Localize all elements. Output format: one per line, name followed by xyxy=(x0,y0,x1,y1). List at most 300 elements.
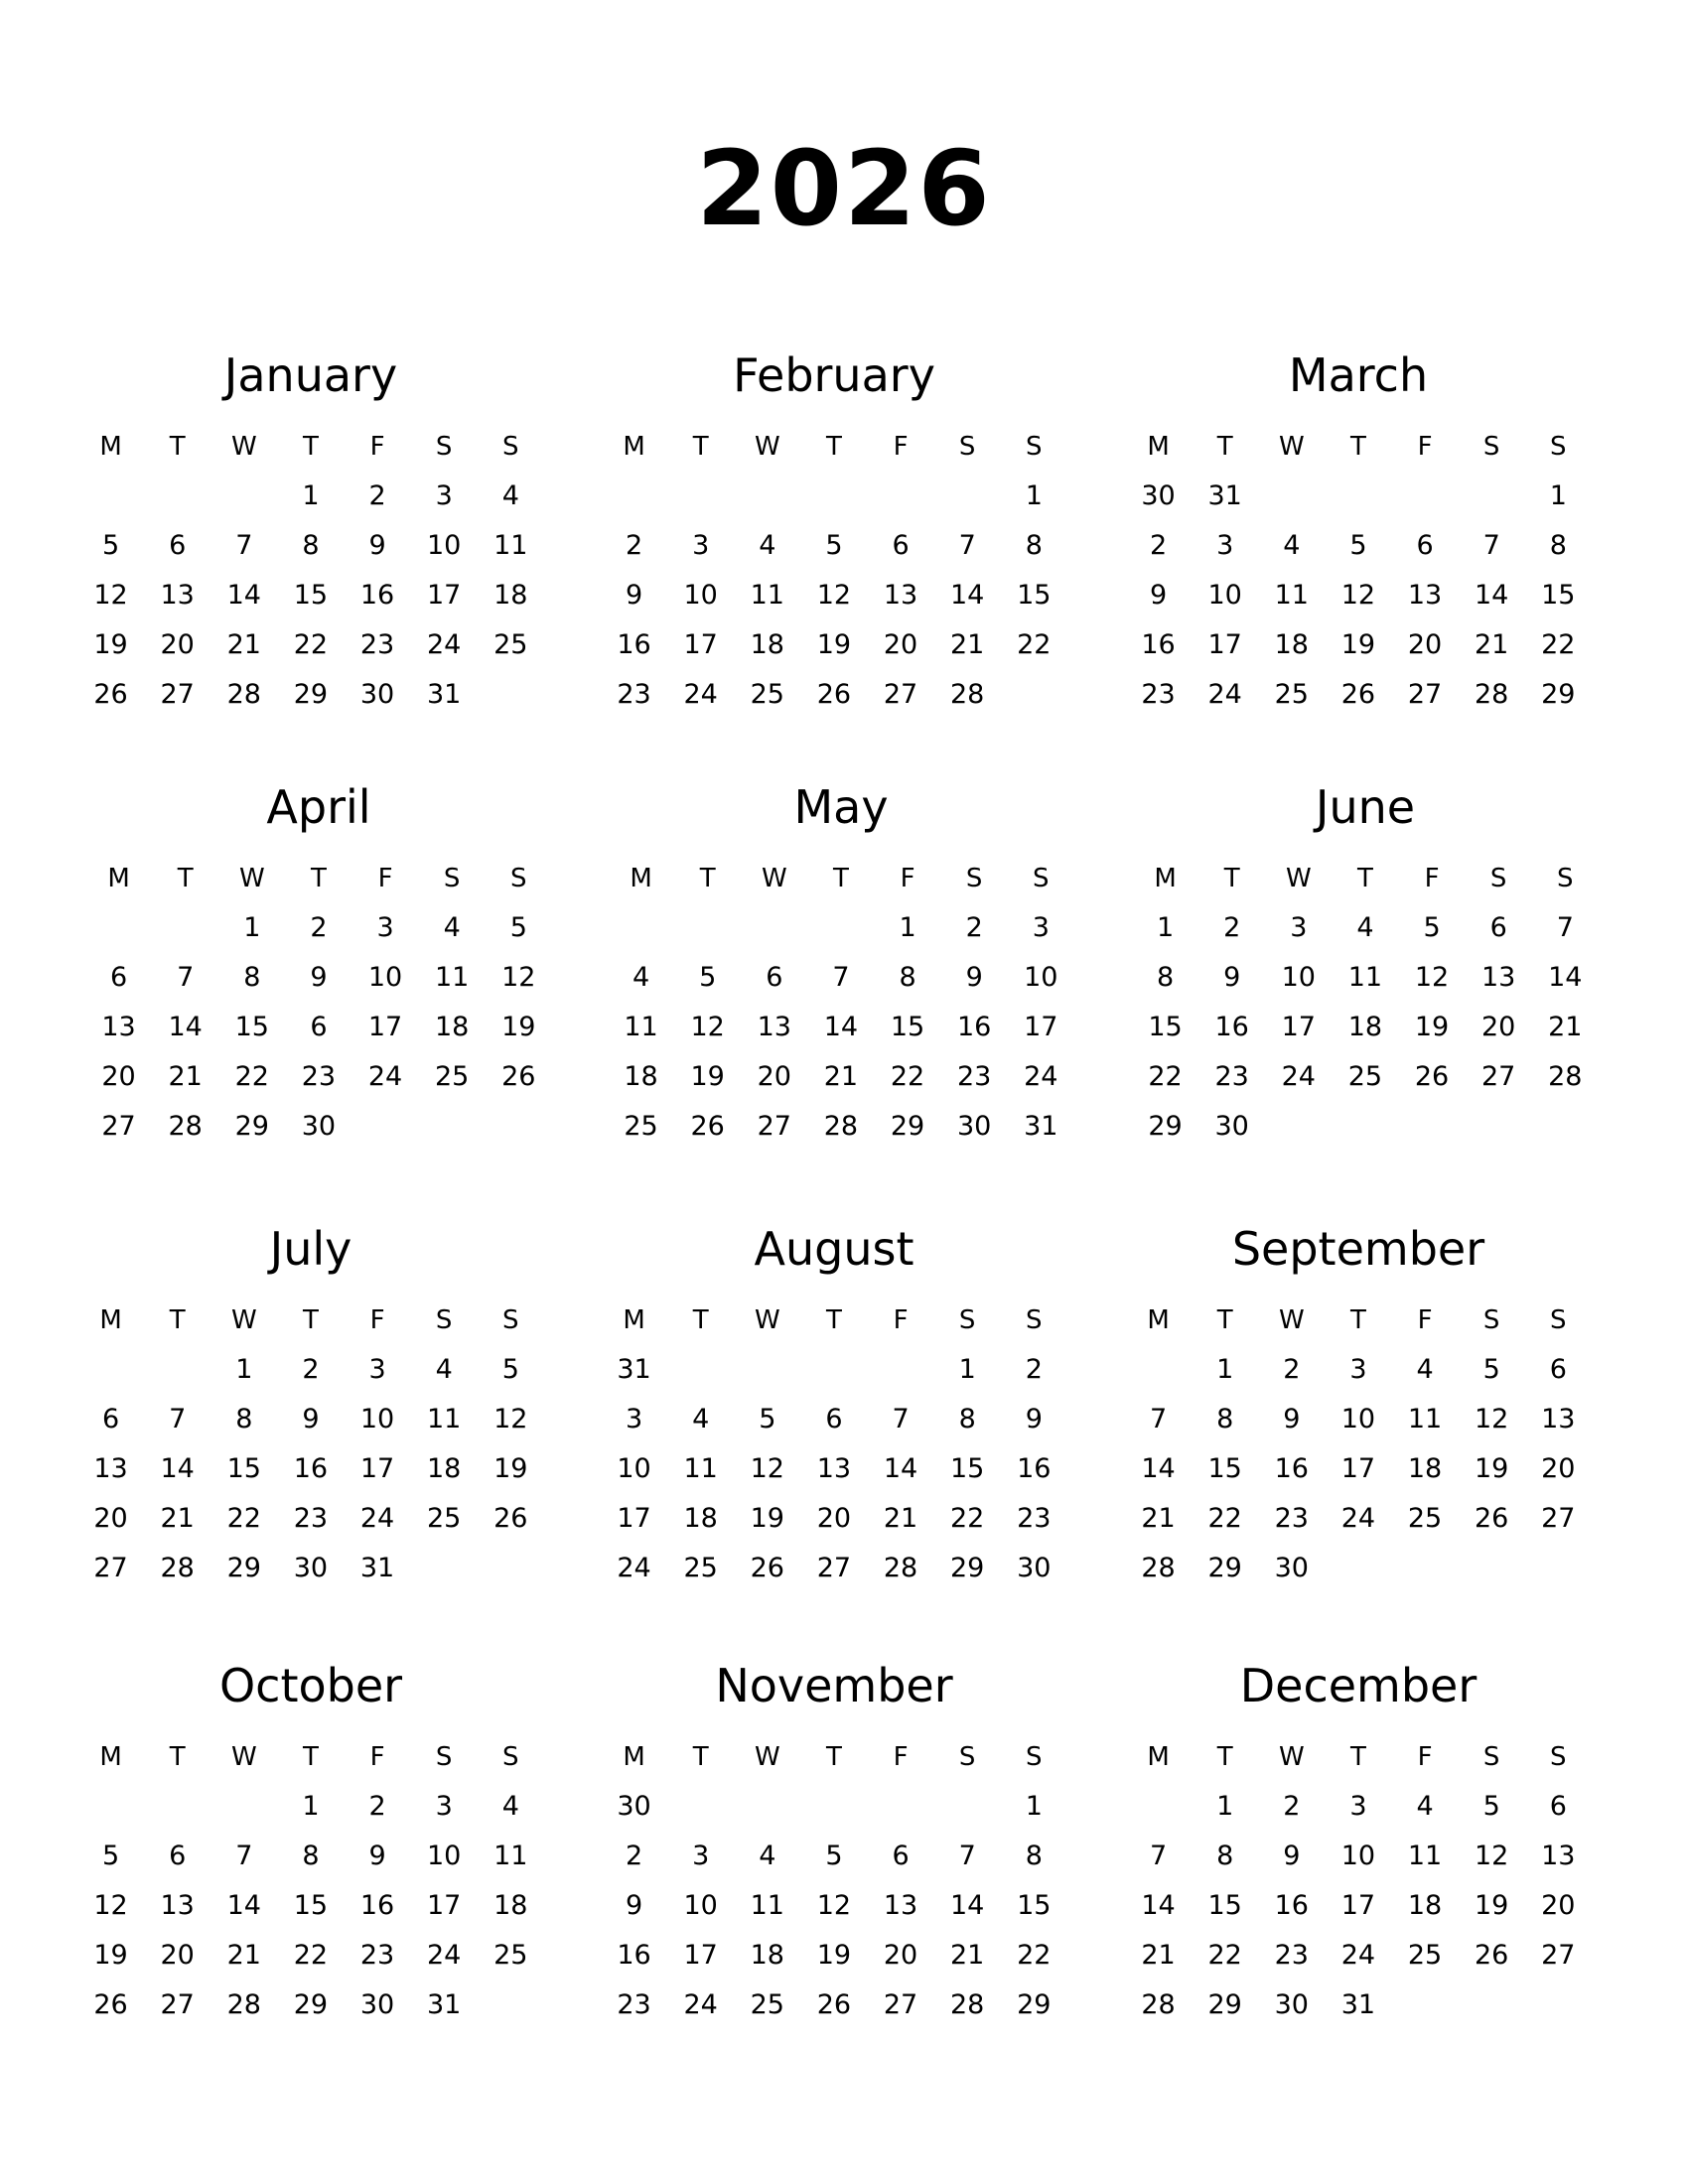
empty-day-cell xyxy=(741,903,807,953)
weekday-header: M xyxy=(99,1742,122,1772)
day-cell: 21 xyxy=(823,1061,859,1092)
day-cell: 2 xyxy=(965,912,983,943)
day-cell: 6 xyxy=(109,962,128,993)
month-name: March xyxy=(1288,348,1429,402)
weekday-header: S xyxy=(435,432,453,462)
empty-day-cell xyxy=(807,903,874,953)
weekday-header: S xyxy=(510,864,527,893)
day-cell: 3 xyxy=(376,912,394,943)
day-cell: 27 xyxy=(816,1553,852,1583)
weekday-header: T xyxy=(1216,432,1233,462)
day-cell: 16 xyxy=(1141,629,1176,660)
empty-day-cell xyxy=(1265,1102,1332,1152)
day-cell: 26 xyxy=(1475,1503,1509,1534)
weekday-header: W xyxy=(230,432,257,462)
empty-day-cell xyxy=(1459,1544,1525,1593)
month-grid xyxy=(601,1296,1067,1593)
weekday-header: T xyxy=(310,864,327,893)
day-cell: 8 xyxy=(235,1404,253,1434)
month-grid xyxy=(601,422,1067,720)
day-cell: 18 xyxy=(1347,1012,1383,1042)
weekday-header: T xyxy=(1356,864,1373,893)
day-cell: 12 xyxy=(1414,962,1450,993)
day-cell: 16 xyxy=(617,629,651,660)
day-cell: 12 xyxy=(816,580,852,611)
weekday-header: M xyxy=(1154,864,1177,893)
weekday-header: M xyxy=(623,1742,645,1772)
day-cell: 15 xyxy=(1207,1453,1242,1484)
day-cell: 9 xyxy=(368,1841,386,1871)
day-cell: 24 xyxy=(1340,1503,1376,1534)
day-cell: 27 xyxy=(757,1111,791,1142)
day-cell: 3 xyxy=(435,1791,453,1822)
day-cell: 2 xyxy=(1283,1354,1301,1385)
empty-day-cell xyxy=(478,1544,544,1593)
weekday-header: W xyxy=(230,1305,257,1335)
day-cell: 14 xyxy=(823,1012,859,1042)
day-cell: 14 xyxy=(883,1453,918,1484)
day-cell: 15 xyxy=(226,1453,261,1484)
day-cell: 12 xyxy=(750,1453,784,1484)
empty-day-cell xyxy=(144,1782,211,1832)
day-cell: 2 xyxy=(1149,530,1168,561)
day-cell: 13 xyxy=(757,1012,791,1042)
day-cell: 8 xyxy=(243,962,261,993)
day-cell: 20 xyxy=(1481,1012,1516,1042)
day-cell: 30 xyxy=(1274,1553,1309,1583)
day-cell: 25 xyxy=(1407,1503,1443,1534)
weekday-header: T xyxy=(825,1742,842,1772)
day-cell: 27 xyxy=(160,1989,195,2020)
day-cell: 30 xyxy=(359,1989,395,2020)
day-cell: 28 xyxy=(1548,1061,1583,1092)
day-cell: 7 xyxy=(1556,912,1574,943)
weekday-header: S xyxy=(1550,432,1567,462)
day-cell: 18 xyxy=(750,1940,784,1971)
day-cell: 10 xyxy=(1207,580,1242,611)
empty-day-cell xyxy=(352,1102,419,1152)
day-cell: 6 xyxy=(1416,530,1434,561)
day-cell: 19 xyxy=(1340,629,1376,660)
month-grid xyxy=(1125,1732,1592,2030)
day-cell: 24 xyxy=(683,679,718,710)
empty-day-cell xyxy=(1325,1544,1391,1593)
day-cell: 3 xyxy=(368,1354,386,1385)
weekday-header: T xyxy=(692,1742,709,1772)
day-cell: 16 xyxy=(1274,1890,1309,1921)
day-cell: 17 xyxy=(427,1890,462,1921)
day-cell: 14 xyxy=(1141,1453,1176,1484)
empty-day-cell xyxy=(734,1782,800,1832)
day-cell: 2 xyxy=(625,530,643,561)
weekday-header: F xyxy=(369,1742,385,1772)
day-cell: 18 xyxy=(493,580,528,611)
day-cell: 9 xyxy=(1149,580,1168,611)
day-cell: 15 xyxy=(1207,1890,1242,1921)
weekday-header: S xyxy=(1033,864,1050,893)
empty-day-cell xyxy=(1525,1544,1592,1593)
weekday-header: T xyxy=(302,1305,319,1335)
day-cell: 30 xyxy=(1214,1111,1249,1142)
month-name: December xyxy=(1239,1659,1477,1712)
month-grid xyxy=(1125,1296,1592,1593)
day-cell: 1 xyxy=(1025,480,1043,511)
day-cell: 17 xyxy=(359,1453,395,1484)
weekday-header: M xyxy=(1147,432,1170,462)
day-cell: 12 xyxy=(690,1012,725,1042)
empty-day-cell xyxy=(667,1345,734,1395)
day-cell: 13 xyxy=(883,1890,918,1921)
day-cell: 23 xyxy=(617,1989,651,2020)
empty-day-cell xyxy=(144,472,211,521)
day-cell: 26 xyxy=(93,679,128,710)
day-cell: 18 xyxy=(427,1453,462,1484)
day-cell: 20 xyxy=(816,1503,852,1534)
weekday-header: S xyxy=(1557,864,1574,893)
month-grid xyxy=(601,1732,1067,2030)
day-cell: 13 xyxy=(160,580,195,611)
day-cell: 27 xyxy=(1541,1503,1576,1534)
empty-day-cell xyxy=(868,1345,934,1395)
day-cell: 21 xyxy=(1548,1012,1583,1042)
day-cell: 29 xyxy=(1017,1989,1052,2020)
day-cell: 4 xyxy=(501,480,519,511)
weekday-header: W xyxy=(754,1305,780,1335)
day-cell: 11 xyxy=(1407,1404,1443,1434)
day-cell: 27 xyxy=(160,679,195,710)
day-cell: 18 xyxy=(1274,629,1309,660)
day-cell: 4 xyxy=(1416,1354,1434,1385)
day-cell: 10 xyxy=(1024,962,1058,993)
day-cell: 21 xyxy=(950,629,985,660)
day-cell: 16 xyxy=(1274,1453,1309,1484)
day-cell: 13 xyxy=(1481,962,1516,993)
month-grid xyxy=(1125,422,1592,720)
day-cell: 7 xyxy=(177,962,195,993)
empty-day-cell xyxy=(934,1782,1001,1832)
day-cell: 28 xyxy=(1141,1989,1176,2020)
weekday-header: M xyxy=(1147,1305,1170,1335)
day-cell: 12 xyxy=(1475,1404,1509,1434)
day-cell: 9 xyxy=(368,530,386,561)
day-cell: 10 xyxy=(1340,1841,1376,1871)
day-cell: 2 xyxy=(1283,1791,1301,1822)
day-cell: 8 xyxy=(958,1404,976,1434)
day-cell: 25 xyxy=(750,679,784,710)
day-cell: 4 xyxy=(1416,1791,1434,1822)
day-cell: 24 xyxy=(617,1553,651,1583)
day-cell: 21 xyxy=(168,1061,203,1092)
day-cell: 21 xyxy=(1475,629,1509,660)
day-cell: 8 xyxy=(1216,1404,1234,1434)
day-cell: 23 xyxy=(1274,1940,1309,1971)
day-cell: 2 xyxy=(368,480,386,511)
empty-day-cell xyxy=(608,903,674,953)
day-cell: 15 xyxy=(234,1012,269,1042)
day-cell: 31 xyxy=(427,1989,462,2020)
weekday-header: S xyxy=(1482,1305,1500,1335)
day-cell: 28 xyxy=(226,679,261,710)
empty-day-cell xyxy=(734,472,800,521)
day-cell: 19 xyxy=(93,629,128,660)
day-cell: 6 xyxy=(1489,912,1507,943)
weekday-header: M xyxy=(623,432,645,462)
day-cell: 11 xyxy=(1274,580,1309,611)
day-cell: 16 xyxy=(1017,1453,1052,1484)
day-cell: 23 xyxy=(1017,1503,1052,1534)
day-cell: 4 xyxy=(1283,530,1301,561)
weekday-header: S xyxy=(1489,864,1507,893)
day-cell: 23 xyxy=(301,1061,337,1092)
day-cell: 11 xyxy=(493,1841,528,1871)
weekday-header: T xyxy=(1349,1305,1366,1335)
day-cell: 24 xyxy=(1024,1061,1058,1092)
day-cell: 12 xyxy=(1475,1841,1509,1871)
empty-day-cell xyxy=(1001,670,1067,720)
day-cell: 16 xyxy=(293,1453,329,1484)
day-cell: 27 xyxy=(883,1989,918,2020)
day-cell: 12 xyxy=(93,580,128,611)
empty-day-cell xyxy=(77,1782,144,1832)
day-cell: 26 xyxy=(493,1503,528,1534)
day-cell: 21 xyxy=(1141,1503,1176,1534)
day-cell: 24 xyxy=(1281,1061,1316,1092)
empty-day-cell xyxy=(601,472,667,521)
day-cell: 20 xyxy=(1407,629,1443,660)
empty-day-cell xyxy=(1258,472,1325,521)
day-cell: 5 xyxy=(509,912,527,943)
day-cell: 23 xyxy=(359,1940,395,1971)
weekday-header: T xyxy=(699,864,716,893)
day-cell: 15 xyxy=(1017,580,1052,611)
day-cell: 5 xyxy=(699,962,717,993)
day-cell: 25 xyxy=(493,629,528,660)
weekday-header: M xyxy=(623,1305,645,1335)
day-cell: 19 xyxy=(1475,1453,1509,1484)
day-cell: 17 xyxy=(427,580,462,611)
day-cell: 8 xyxy=(899,962,916,993)
empty-day-cell xyxy=(419,1102,486,1152)
day-cell: 10 xyxy=(367,962,403,993)
day-cell: 31 xyxy=(359,1553,395,1583)
day-cell: 2 xyxy=(1223,912,1241,943)
empty-day-cell xyxy=(800,1782,867,1832)
day-cell: 17 xyxy=(683,629,718,660)
weekday-header: T xyxy=(169,1305,186,1335)
day-cell: 9 xyxy=(625,580,643,611)
day-cell: 28 xyxy=(168,1111,203,1142)
weekday-header: S xyxy=(1026,432,1043,462)
day-cell: 7 xyxy=(832,962,850,993)
day-cell: 31 xyxy=(1340,1989,1376,2020)
day-cell: 20 xyxy=(1541,1890,1576,1921)
day-cell: 9 xyxy=(1025,1404,1043,1434)
day-cell: 31 xyxy=(427,679,462,710)
day-cell: 22 xyxy=(1017,1940,1052,1971)
day-cell: 4 xyxy=(435,1354,453,1385)
day-cell: 29 xyxy=(293,1989,329,2020)
day-cell: 18 xyxy=(683,1503,718,1534)
weekday-header: T xyxy=(692,1305,709,1335)
day-cell: 5 xyxy=(101,530,120,561)
day-cell: 15 xyxy=(1541,580,1576,611)
day-cell: 5 xyxy=(1482,1791,1500,1822)
day-cell: 18 xyxy=(750,629,784,660)
day-cell: 22 xyxy=(293,1940,329,1971)
day-cell: 1 xyxy=(243,912,261,943)
day-cell: 29 xyxy=(890,1111,925,1142)
day-cell: 17 xyxy=(1024,1012,1058,1042)
weekday-header: W xyxy=(230,1742,257,1772)
empty-day-cell xyxy=(800,472,867,521)
day-cell: 17 xyxy=(367,1012,403,1042)
day-cell: 9 xyxy=(310,962,328,993)
day-cell: 25 xyxy=(683,1553,718,1583)
day-cell: 19 xyxy=(493,1453,528,1484)
day-cell: 21 xyxy=(226,1940,261,1971)
day-cell: 3 xyxy=(692,530,710,561)
weekday-header: W xyxy=(1278,1305,1305,1335)
empty-day-cell xyxy=(1392,1544,1459,1593)
weekday-header: T xyxy=(1349,432,1366,462)
weekday-header: T xyxy=(832,864,849,893)
day-cell: 13 xyxy=(816,1453,852,1484)
day-cell: 22 xyxy=(1017,629,1052,660)
weekday-header: S xyxy=(435,1305,453,1335)
day-cell: 8 xyxy=(1025,530,1043,561)
day-cell: 17 xyxy=(617,1503,651,1534)
day-cell: 14 xyxy=(168,1012,203,1042)
day-cell: 15 xyxy=(1017,1890,1052,1921)
day-cell: 19 xyxy=(750,1503,784,1534)
weekday-header: S xyxy=(958,432,976,462)
empty-day-cell xyxy=(1392,1980,1459,2030)
day-cell: 3 xyxy=(1349,1791,1367,1822)
day-cell: 10 xyxy=(683,580,718,611)
empty-day-cell xyxy=(478,670,544,720)
day-cell: 22 xyxy=(1541,629,1576,660)
day-cell: 3 xyxy=(692,1841,710,1871)
day-cell: 28 xyxy=(1141,1553,1176,1583)
weekday-header: F xyxy=(900,864,915,893)
day-cell: 4 xyxy=(632,962,650,993)
empty-day-cell xyxy=(868,1782,934,1832)
day-cell: 11 xyxy=(683,1453,718,1484)
day-cell: 20 xyxy=(160,629,195,660)
day-cell: 9 xyxy=(965,962,983,993)
day-cell: 6 xyxy=(892,1841,910,1871)
day-cell: 11 xyxy=(750,1890,784,1921)
weekday-header: W xyxy=(754,1742,780,1772)
day-cell: 8 xyxy=(302,530,320,561)
weekday-header: M xyxy=(1147,1742,1170,1772)
day-cell: 6 xyxy=(101,1404,120,1434)
weekday-header: T xyxy=(825,432,842,462)
weekday-header: S xyxy=(1550,1742,1567,1772)
day-cell: 18 xyxy=(1407,1453,1443,1484)
day-cell: 25 xyxy=(1274,679,1309,710)
day-cell: 14 xyxy=(226,580,261,611)
day-cell: 10 xyxy=(1340,1404,1376,1434)
month-name: January xyxy=(223,348,398,402)
day-cell: 18 xyxy=(493,1890,528,1921)
day-cell: 19 xyxy=(93,1940,128,1971)
day-cell: 23 xyxy=(293,1503,329,1534)
empty-day-cell xyxy=(486,1102,552,1152)
day-cell: 28 xyxy=(1475,679,1509,710)
day-cell: 29 xyxy=(1148,1111,1183,1142)
empty-day-cell xyxy=(1459,1980,1525,2030)
month-name: July xyxy=(269,1222,352,1276)
day-cell: 16 xyxy=(617,1940,651,1971)
day-cell: 6 xyxy=(825,1404,843,1434)
weekday-header: S xyxy=(1482,432,1500,462)
empty-day-cell xyxy=(1525,1980,1592,2030)
day-cell: 4 xyxy=(759,530,776,561)
weekday-header: T xyxy=(1216,1305,1233,1335)
day-cell: 9 xyxy=(302,1404,320,1434)
day-cell: 21 xyxy=(883,1503,918,1534)
day-cell: 17 xyxy=(1340,1453,1376,1484)
day-cell: 26 xyxy=(93,1989,128,2020)
empty-day-cell xyxy=(144,1345,211,1395)
day-cell: 11 xyxy=(427,1404,462,1434)
day-cell: 8 xyxy=(1156,962,1175,993)
day-cell: 26 xyxy=(690,1111,725,1142)
day-cell: 1 xyxy=(302,1791,320,1822)
day-cell: 26 xyxy=(1414,1061,1450,1092)
month-name: June xyxy=(1315,780,1416,834)
day-cell: 11 xyxy=(750,580,784,611)
day-cell: 19 xyxy=(501,1012,536,1042)
day-cell: 1 xyxy=(1025,1791,1043,1822)
day-cell: 17 xyxy=(1207,629,1242,660)
day-cell: 5 xyxy=(1482,1354,1500,1385)
day-cell: 22 xyxy=(950,1503,985,1534)
day-cell: 27 xyxy=(1481,1061,1516,1092)
weekday-header: F xyxy=(1417,432,1433,462)
day-cell: 7 xyxy=(1149,1841,1168,1871)
day-cell: 9 xyxy=(1223,962,1241,993)
empty-day-cell xyxy=(478,1980,544,2030)
day-cell: 5 xyxy=(759,1404,776,1434)
empty-day-cell xyxy=(1325,472,1391,521)
weekday-header: F xyxy=(1417,1305,1433,1335)
day-cell: 16 xyxy=(1214,1012,1249,1042)
weekday-header: M xyxy=(99,432,122,462)
weekday-header: S xyxy=(502,432,519,462)
day-cell: 14 xyxy=(1548,962,1583,993)
empty-day-cell xyxy=(934,472,1001,521)
day-cell: 1 xyxy=(1216,1791,1234,1822)
weekday-header: S xyxy=(1026,1742,1043,1772)
day-cell: 10 xyxy=(1281,962,1316,993)
weekday-header: F xyxy=(1424,864,1440,893)
day-cell: 3 xyxy=(1032,912,1050,943)
day-cell: 13 xyxy=(1407,580,1443,611)
weekday-header: W xyxy=(754,432,780,462)
day-cell: 22 xyxy=(1148,1061,1183,1092)
day-cell: 18 xyxy=(1407,1890,1443,1921)
empty-day-cell xyxy=(152,903,218,953)
day-cell: 25 xyxy=(624,1111,658,1142)
day-cell: 14 xyxy=(950,1890,985,1921)
day-cell: 12 xyxy=(1340,580,1376,611)
day-cell: 15 xyxy=(293,1890,329,1921)
day-cell: 23 xyxy=(1274,1503,1309,1534)
day-cell: 12 xyxy=(493,1404,528,1434)
day-cell: 29 xyxy=(1207,1553,1242,1583)
